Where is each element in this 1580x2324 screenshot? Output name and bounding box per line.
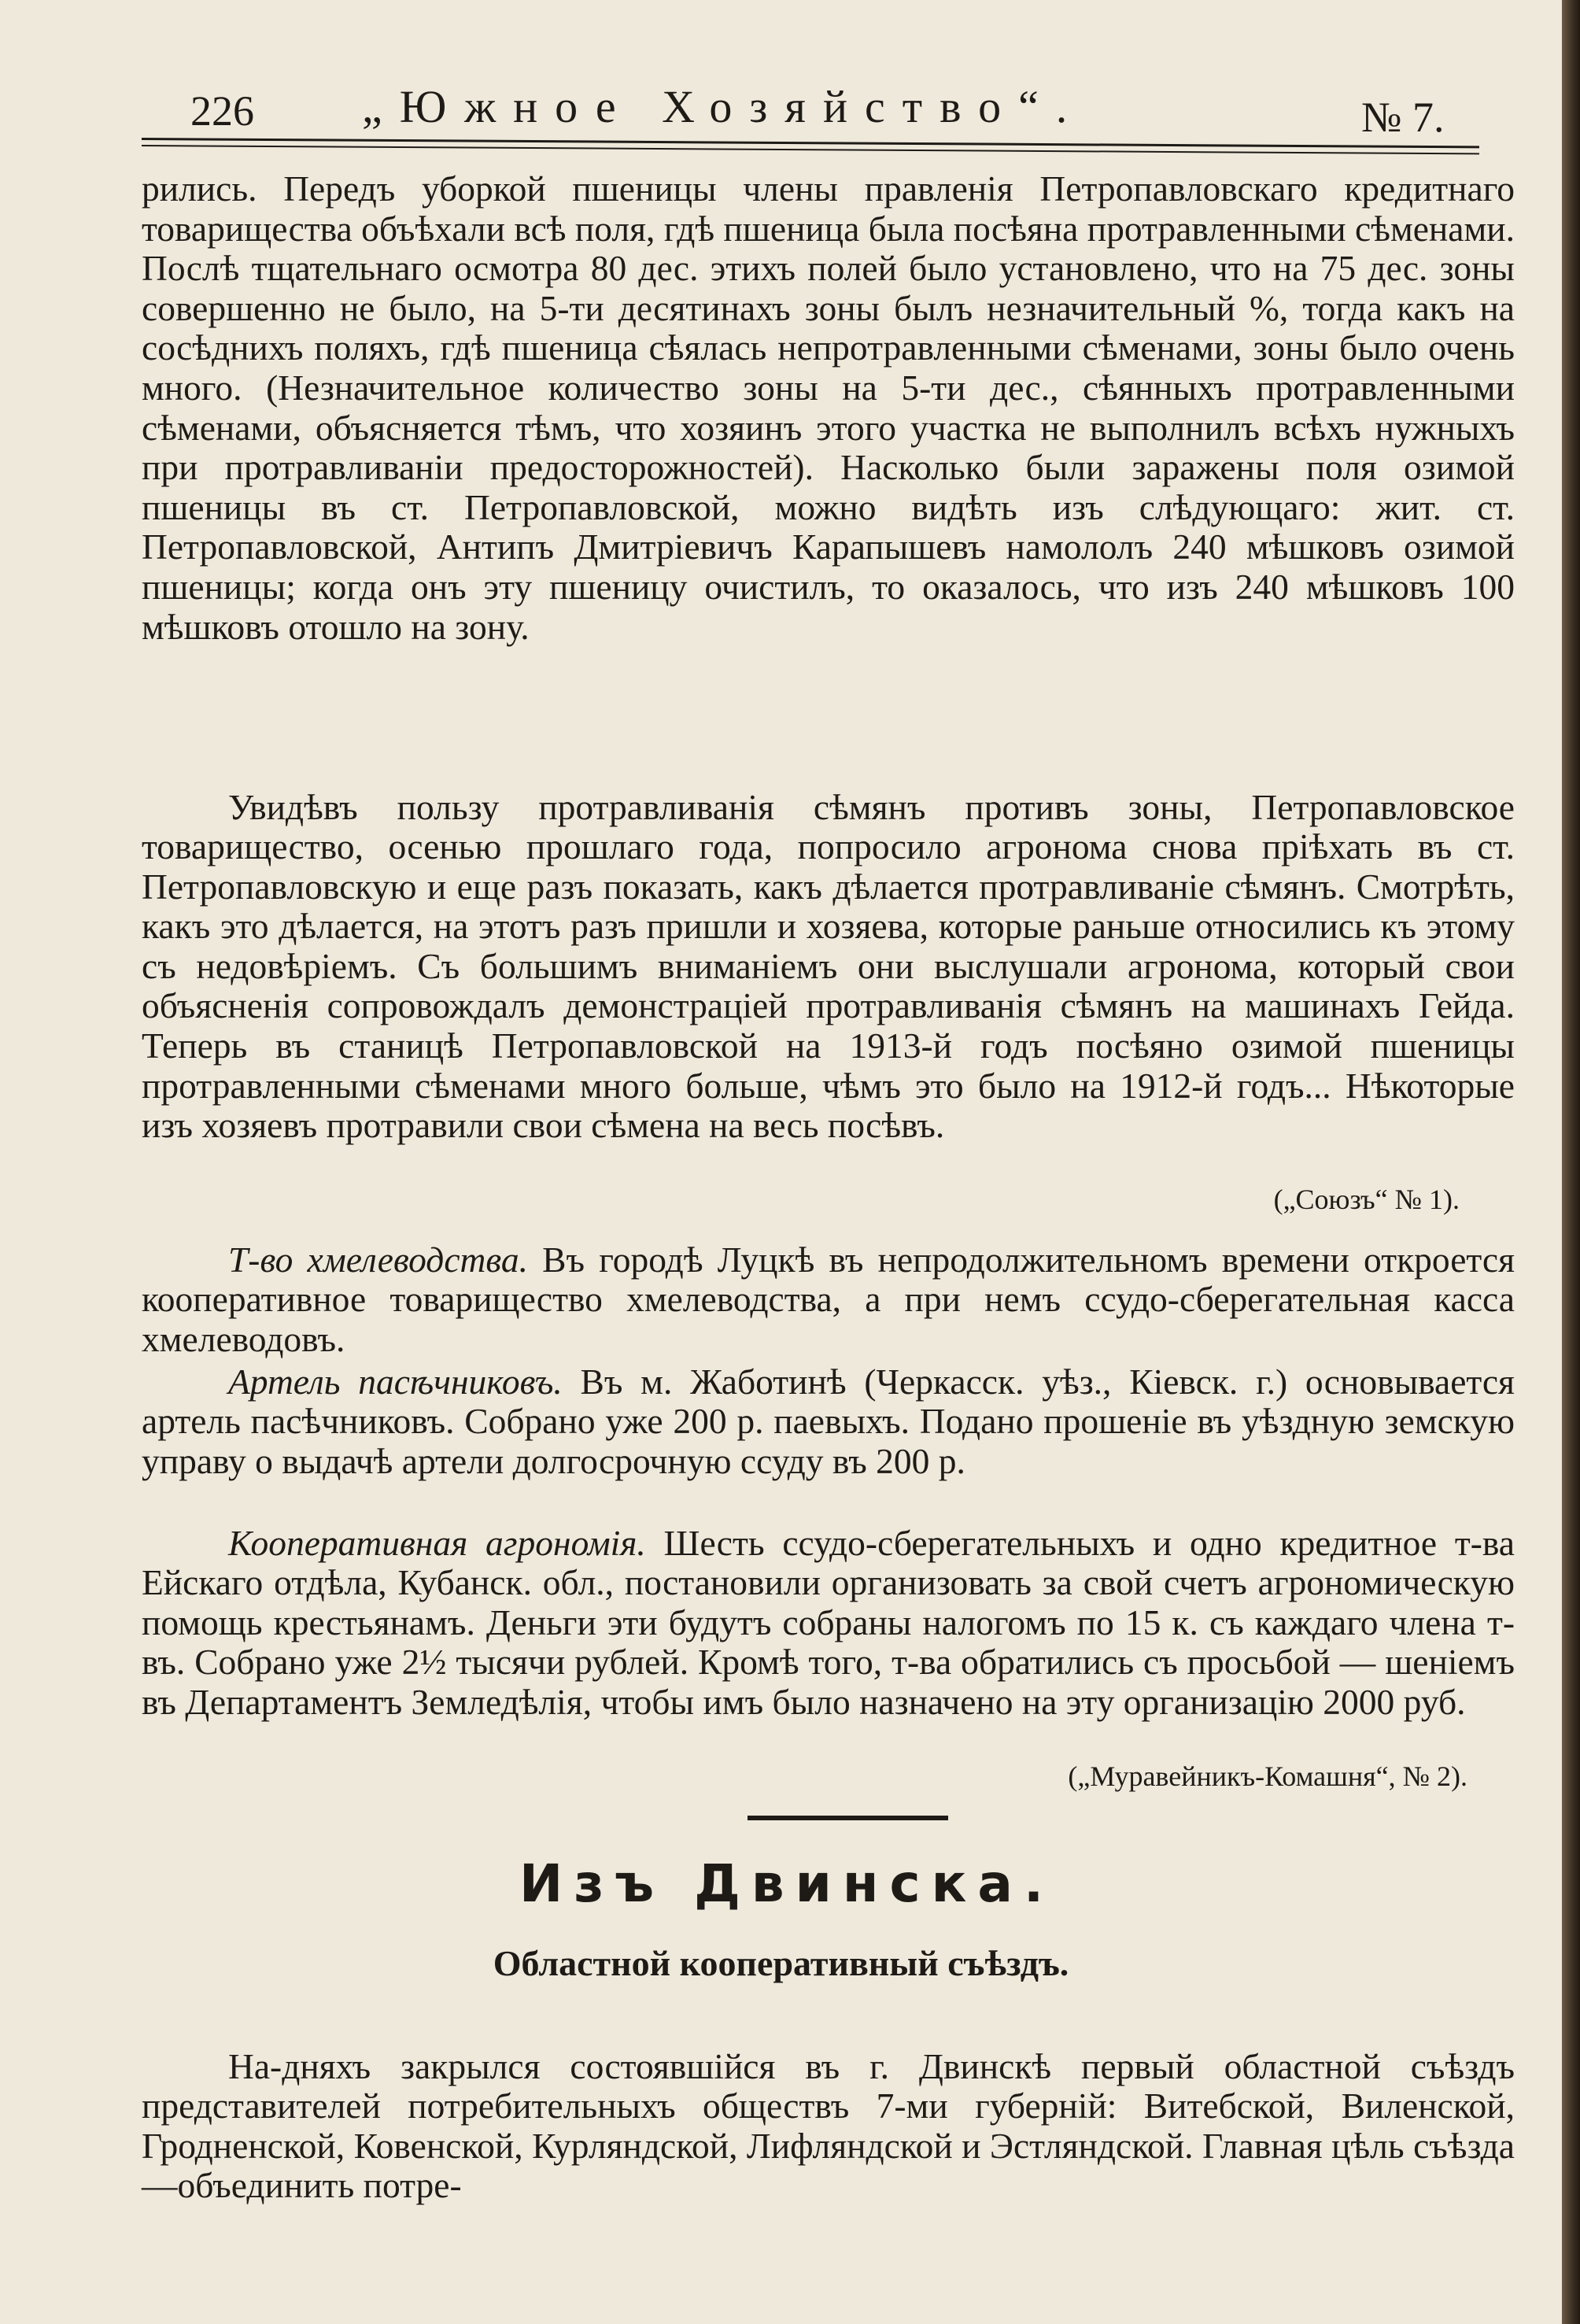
paragraph: Увидѣвъ пользу протравливанія сѣмянъ противъ зоны, Петропавловское товарищество, осенью прошлаго года, попросило агронома снова пріѣхать въ ст. Петропавловскую и еще разъ показать, какъ дѣлается протравливаніе сѣмянъ. Смотрѣть, какъ это дѣлается, на этотъ разъ пришли и хозяева, которые раньше относились къ этому съ недовѣріемъ. Съ большимъ вниманіемъ они выслушали агронома, который свои объясненія сопровождалъ демонстраціей протравливанія сѣмянъ на машинахъ Гейда. Теперь въ станицѣ Петропавловской на 1913-й годъ посѣяно озимой пшеницы протравленными сѣменами много больше, чѣмъ это было на 1912-й годъ... Нѣкоторые изъ хозяевъ протравили свои сѣмена на весь посѣвъ.	[142, 786, 1515, 1146]
section-heading: Изъ Двинска.	[519, 1853, 1055, 1914]
section-text	[142, 2011, 1515, 2241]
source-citation: („Союзъ“ № 1).	[1273, 1184, 1460, 1216]
news-item-agronomy	[142, 1487, 1515, 1823]
page-number: 226	[190, 87, 254, 135]
news-text: Въ городѣ Луцкѣ въ непродолжительномъ времени откроется кооперативное товарищество хмелеводства, а при немъ ссудо-сберегательная касса хмелеводовъ.	[142, 1239, 1515, 1359]
section-divider	[748, 1816, 948, 1820]
news-text: Шесть ссудо-сберегательныхъ и одно кредитное т-ва Ейскаго отдѣла, Кубанск. обл., постановили организовать за свой счетъ агрономическую помощь крестьянамъ. Деньги эти будутъ собраны налогомъ по 15 к. съ каждаго члена т-въ. Собрано уже 2½ тысячи рублей. Кромѣ того, т-ва обратились съ просьбой — шеніемъ въ Департаментъ Земледѣлія, чтобы имъ было назначено на эту организацію 2000 руб.	[142, 1522, 1515, 1722]
article-continuation	[142, 169, 1515, 647]
issue-number: № 7.	[1361, 94, 1445, 141]
news-lead: Кооперативная агрономія.	[228, 1522, 646, 1563]
book-spine-edge	[1562, 0, 1580, 2324]
news-text: Въ м. Жаботинѣ (Черкасск. уѣз., Кіевск. г.) основывается артель пасѣчниковъ. Собрано уже 200 р. паевыхъ. Подано прошеніе въ уѣздную земскую управу о выдачѣ артели долгосрочную ссуду въ 200 р.	[142, 1361, 1515, 1481]
journal-title: „Южное Хозяйство“.	[362, 81, 1085, 132]
paragraph: На-дняхъ закрылся состоявшійся въ г. Двинскѣ первый областной съѣздъ представителей потребительныхъ обществъ 7-ми губерній: Витебской, Виленской, Гродненской, Ковенской, Курляндской, Лифляндской и Эстляндской. Главная цѣль съѣзда—объединить потре-	[142, 2045, 1515, 2206]
news-lead: Артель пасѣчниковъ.	[228, 1361, 563, 1402]
section-subheading: Областной кооперативный съѣздъ.	[493, 1943, 1069, 1983]
running-header	[142, 79, 1479, 142]
paragraph: рились. Передъ уборкой пшеницы члены правленія Петропавловскаго кредитнаго товарищества объѣхали всѣ поля, гдѣ пшеница была посѣяна протравленными сѣменами. Послѣ тщательнаго осмотра 80 дес. этихъ полей было установлено, что на 75 дес. зоны совершенно не было, на 5-ти десятинахъ зоны былъ незначительный %, тогда какъ на сосѣднихъ поляхъ, гдѣ пшеница сѣялась непротравленными сѣменами, зоны было очень много. (Незначительное количество зоны на 5-ти дес., сѣянныхъ протравленными сѣменами, объясняется тѣмъ, что хозяинъ этого участка не выполнилъ всѣхъ нужныхъ при протравливаніи предосторожностей). Насколько были заражены поля озимой пшеницы въ ст. Петропавловской, можно видѣть изъ слѣдующаго: жит. ст. Петропавловской, Антипъ Дмитріевичъ Карапышевъ намололъ 240 мѣшковъ озимой пшеницы; когда онъ эту пшеницу очистилъ, то оказалось, что изъ 240 мѣшковъ 100 мѣшковъ отошло на зону.	[142, 168, 1515, 647]
article-paragraph-2	[142, 752, 1515, 1246]
news-lead: Т-во хмелеводства.	[228, 1239, 528, 1280]
source-citation: („Муравейникъ-Комашня“, № 2).	[1068, 1760, 1467, 1792]
